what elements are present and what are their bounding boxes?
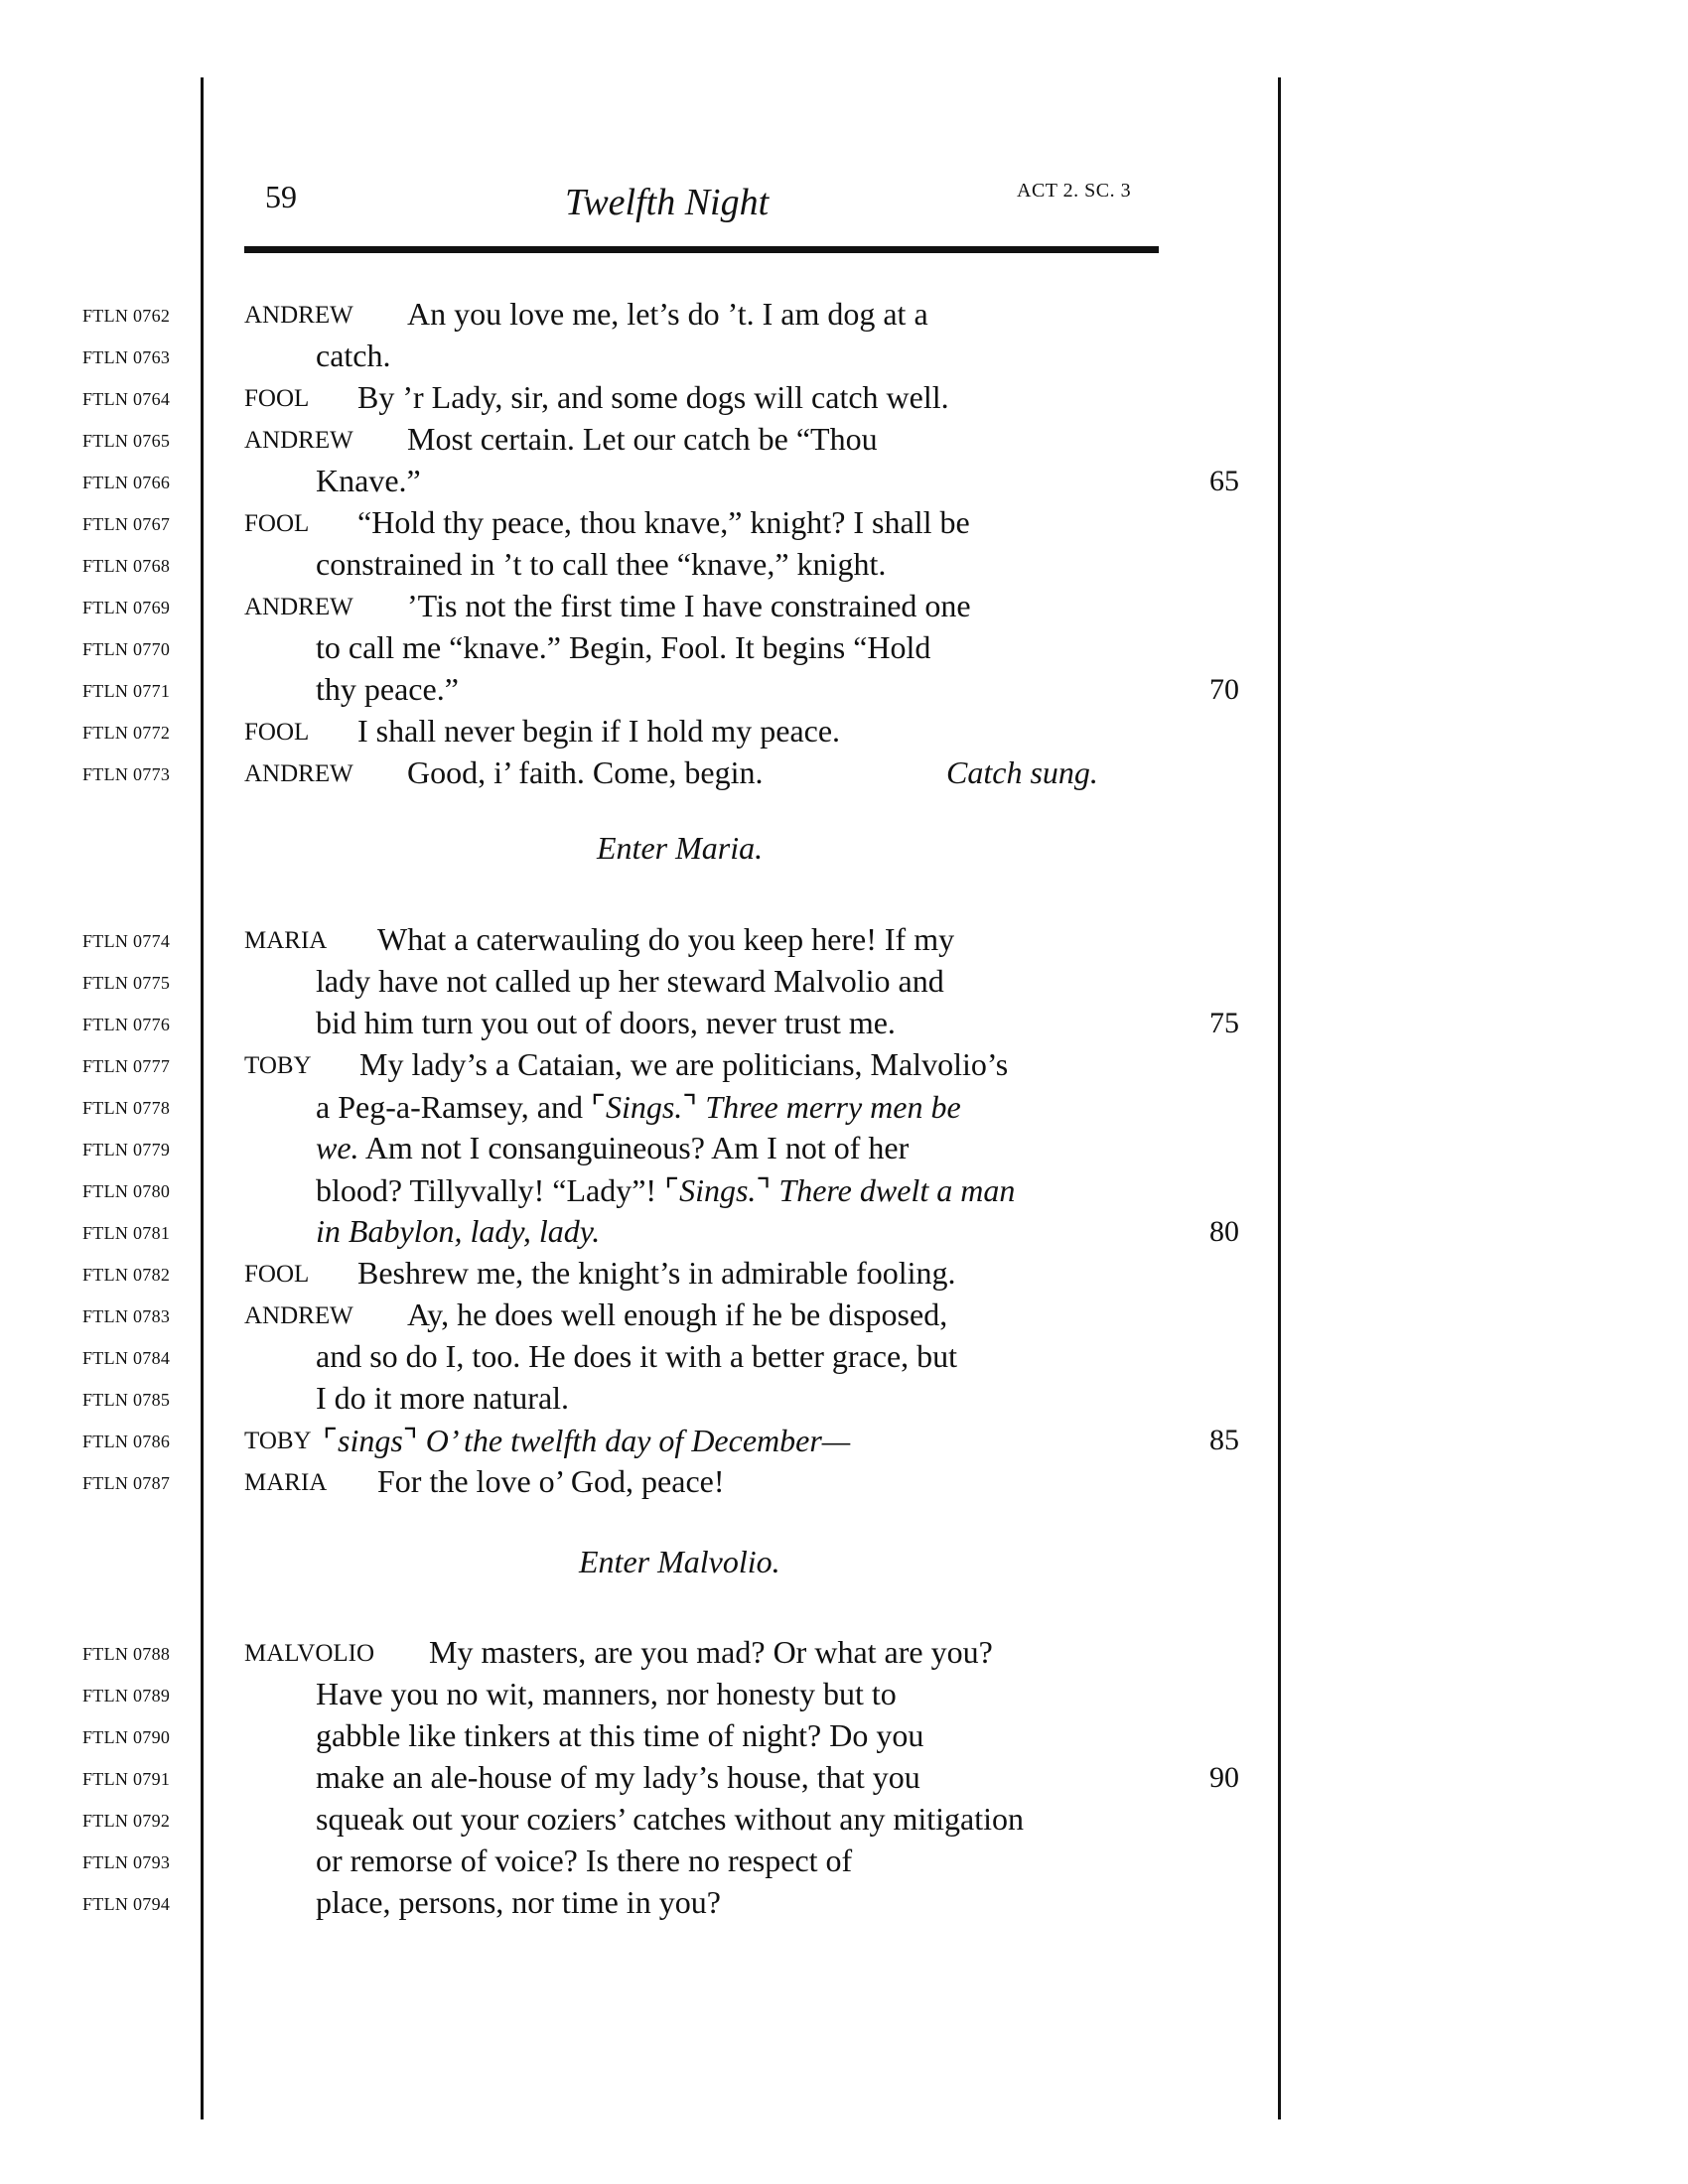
stage-direction-enter-malvolio: Enter Malvolio. (579, 1544, 780, 1579)
ftln-label: FTLN 0767 (82, 514, 171, 534)
line-number: 80 (1209, 1215, 1239, 1248)
speech-text (316, 1130, 909, 1166)
text-line (0, 1005, 1688, 1046)
text-line (0, 1130, 1688, 1171)
ftln-label: FTLN 0762 (82, 306, 171, 326)
ftln-label: FTLN 0788 (82, 1644, 171, 1664)
speech-text: By ’r Lady, sir, and some dogs will catch well. (357, 379, 949, 415)
ftln-label: FTLN 0777 (82, 1056, 171, 1076)
speaker-name: ANDREW (244, 302, 353, 329)
text-line (0, 671, 1688, 713)
speech-text: bid him turn you out of doors, never trust me. (316, 1005, 896, 1040)
speech-text: Most certain. Let our catch be “Thou (407, 421, 878, 457)
text-line (0, 504, 1688, 546)
ftln-label: FTLN 0784 (82, 1348, 171, 1368)
speaker-name: MALVOLIO (244, 1640, 375, 1667)
text-line (0, 296, 1688, 338)
ftln-label: FTLN 0776 (82, 1015, 171, 1034)
speech-text (316, 1213, 600, 1250)
italic-segment: we. (316, 1130, 359, 1165)
ftln-label: FTLN 0774 (82, 931, 171, 951)
text-line (0, 1717, 1688, 1759)
text-line (0, 379, 1688, 421)
ftln-label: FTLN 0764 (82, 389, 171, 409)
stage-direction-inline: Catch sung. (946, 754, 1098, 790)
text-line (0, 1380, 1688, 1422)
speech-text: I shall never begin if I hold my peace. (357, 713, 841, 749)
speech-text: My lady’s a Cataian, we are politicians, Malvolio’s (359, 1046, 1009, 1082)
ftln-label: FTLN 0786 (82, 1432, 171, 1451)
speech-text: squeak out your coziers’ catches without any mitigation (316, 1801, 1024, 1837)
text-line (0, 1463, 1688, 1505)
speech-text: and so do I, too. He does it with a better grace, but (316, 1338, 958, 1374)
ftln-label: FTLN 0768 (82, 556, 171, 576)
text-segment: ⌜ (323, 1423, 338, 1458)
ftln-label: FTLN 0769 (82, 598, 171, 617)
speech-text: ’Tis not the first time I have constrained one (407, 588, 971, 623)
speech-text: lady have not called up her steward Malvolio and (316, 963, 944, 999)
ftln-label: FTLN 0787 (82, 1473, 171, 1493)
text-segment: ⌝ (402, 1423, 426, 1458)
text-line (0, 1801, 1688, 1843)
text-line (0, 1297, 1688, 1338)
text-segment: ⌝ (682, 1089, 706, 1125)
speaker-name: MARIA (244, 1469, 328, 1496)
italic-segment: Three merry men be (705, 1089, 961, 1125)
ftln-label: FTLN 0782 (82, 1265, 171, 1285)
ftln-label: FTLN 0770 (82, 639, 171, 659)
speech-text: My masters, are you mad? Or what are you? (429, 1634, 993, 1670)
ftln-label: FTLN 0793 (82, 1852, 171, 1872)
speech-text: to call me “knave.” Begin, Fool. It begins “Hold (316, 629, 931, 665)
speaker-name: FOOL (244, 510, 310, 537)
ftln-label: FTLN 0781 (82, 1223, 171, 1243)
text-segment: ⌝ (756, 1172, 779, 1208)
line-number: 75 (1209, 1007, 1239, 1039)
ftln-label: FTLN 0765 (82, 431, 171, 451)
text-line (0, 1843, 1688, 1884)
speech-text: For the love o’ God, peace! (377, 1463, 725, 1499)
text-line (0, 1759, 1688, 1801)
speaker-name: ANDREW (244, 1302, 353, 1329)
speaker-name: FOOL (244, 385, 310, 412)
text-segment: Am not I consanguineous? Am I not of her (358, 1130, 910, 1165)
line-number: 65 (1209, 465, 1239, 497)
text-line (0, 629, 1688, 671)
ftln-label: FTLN 0779 (82, 1140, 171, 1160)
speech-text (316, 1171, 1015, 1209)
text-line (0, 338, 1688, 379)
speech-text: Have you no wit, manners, nor honesty but to (316, 1676, 897, 1711)
text-line (0, 1255, 1688, 1297)
speaker-name: TOBY (244, 1428, 312, 1454)
speaker-name: ANDREW (244, 427, 353, 454)
ftln-label: FTLN 0780 (82, 1181, 171, 1201)
ftln-label: FTLN 0766 (82, 473, 171, 492)
text-line (0, 754, 1688, 796)
line-number: 85 (1209, 1424, 1239, 1456)
speech-text: catch. (316, 338, 391, 373)
text-line (0, 1088, 1688, 1130)
text-line (0, 1676, 1688, 1717)
ftln-label: FTLN 0785 (82, 1390, 171, 1410)
italic-segment: Sings. (605, 1089, 683, 1125)
speech-text: Ay, he does well enough if he be disposed, (407, 1297, 948, 1332)
speaker-name: FOOL (244, 719, 310, 746)
ftln-label: FTLN 0763 (82, 347, 171, 367)
text-segment: blood? Tillyvally! “Lady”! ⌜ (316, 1172, 680, 1208)
speech-text: I do it more natural. (316, 1380, 570, 1416)
text-line (0, 421, 1688, 463)
speech-text: An you love me, let’s do ’t. I am dog at a (407, 296, 928, 332)
ftln-label: FTLN 0789 (82, 1686, 171, 1706)
speech-text: Good, i’ faith. Come, begin. (407, 754, 764, 790)
speech-text: “Hold thy peace, thou knave,” knight? I shall be (357, 504, 970, 540)
text-line (0, 713, 1688, 754)
speaker-name: FOOL (244, 1261, 310, 1288)
ftln-label: FTLN 0772 (82, 723, 171, 743)
line-number: 90 (1209, 1761, 1239, 1794)
header-rule (244, 246, 1159, 253)
italic-segment: in Babylon, lady, lady. (316, 1213, 601, 1249)
text-line (0, 1046, 1688, 1088)
speech-text: Beshrew me, the knight’s in admirable fooling. (357, 1255, 956, 1291)
italic-segment: O’ the twelfth day of December— (425, 1423, 851, 1458)
text-line (0, 588, 1688, 629)
speaker-name: TOBY (244, 1052, 312, 1079)
line-number: 70 (1209, 673, 1239, 706)
text-segment: a Peg-a-Ramsey, and ⌜ (316, 1089, 606, 1125)
ftln-label: FTLN 0775 (82, 973, 171, 993)
speech-text: gabble like tinkers at this time of night? Do you (316, 1717, 924, 1753)
italic-segment: There dwelt a man (778, 1172, 1016, 1208)
speaker-name: MARIA (244, 927, 328, 954)
italic-segment: Sings. (679, 1172, 757, 1208)
text-line (0, 463, 1688, 504)
text-line (0, 963, 1688, 1005)
italic-segment: sings (338, 1423, 403, 1458)
ftln-label: FTLN 0773 (82, 764, 171, 784)
speech-text: What a caterwauling do you keep here! If my (377, 921, 955, 957)
text-line (0, 1338, 1688, 1380)
speech-text: Knave.” (316, 463, 421, 498)
text-line (0, 1213, 1688, 1255)
text-line (0, 921, 1688, 963)
text-line (0, 1171, 1688, 1213)
speech-text (323, 1422, 850, 1459)
ftln-label: FTLN 0794 (82, 1894, 171, 1914)
speech-text: thy peace.” (316, 671, 459, 707)
speech-text: make an ale-house of my lady’s house, that you (316, 1759, 920, 1795)
text-line (0, 1634, 1688, 1676)
speech-text: place, persons, nor time in you? (316, 1884, 721, 1920)
speaker-name: ANDREW (244, 760, 353, 787)
speech-text: or remorse of voice? Is there no respect of (316, 1843, 853, 1878)
page-number: 59 (265, 179, 297, 214)
act-scene-label: ACT 2. SC. 3 (1017, 180, 1132, 202)
stage-direction-enter-maria: Enter Maria. (597, 830, 764, 866)
play-title: Twelfth Night (565, 182, 770, 223)
ftln-label: FTLN 0783 (82, 1306, 171, 1326)
speech-text (316, 1088, 961, 1126)
text-line (0, 1422, 1688, 1463)
ftln-label: FTLN 0792 (82, 1811, 171, 1831)
text-line (0, 546, 1688, 588)
ftln-label: FTLN 0791 (82, 1769, 171, 1789)
ftln-label: FTLN 0771 (82, 681, 171, 701)
text-line (0, 1884, 1688, 1926)
ftln-label: FTLN 0778 (82, 1098, 171, 1118)
speaker-name: ANDREW (244, 594, 353, 620)
ftln-label: FTLN 0790 (82, 1727, 171, 1747)
speech-text: constrained in ’t to call thee “knave,” knight. (316, 546, 887, 582)
